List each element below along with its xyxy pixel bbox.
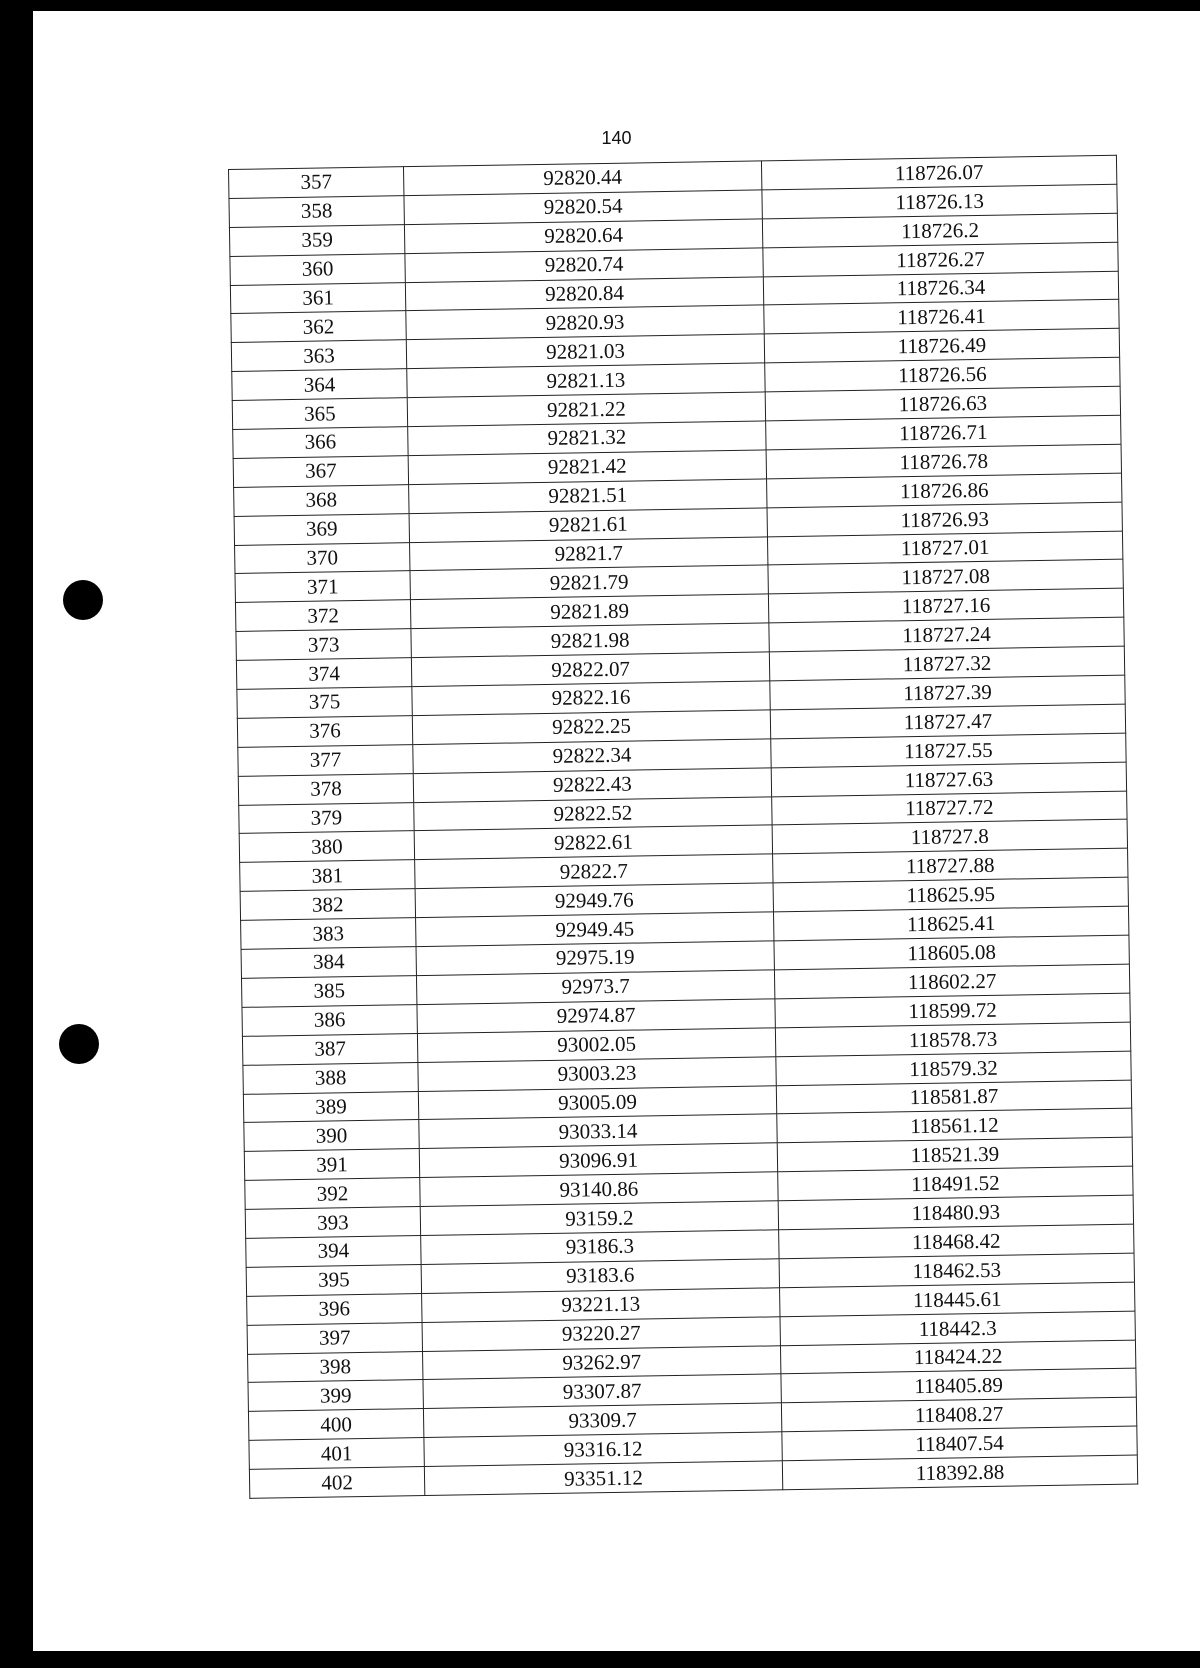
- y-coordinate-cell: 118726.86: [767, 473, 1122, 508]
- y-coordinate-cell: 118727.08: [768, 560, 1123, 595]
- point-number-cell: 365: [232, 398, 407, 430]
- x-coordinate-cell: 92822.25: [412, 710, 770, 745]
- y-coordinate-cell: 118605.08: [774, 935, 1129, 970]
- y-coordinate-cell: 118521.39: [777, 1137, 1132, 1172]
- x-coordinate-cell: 92949.76: [415, 883, 773, 918]
- point-number-cell: 379: [239, 802, 414, 834]
- document-page: [33, 11, 1200, 1651]
- point-number-cell: 357: [229, 167, 404, 199]
- point-number-cell: 366: [233, 427, 408, 459]
- point-number-cell: 382: [240, 889, 415, 921]
- x-coordinate-cell: 93140.86: [420, 1172, 778, 1207]
- point-number-cell: 393: [245, 1207, 420, 1239]
- y-coordinate-cell: 118579.32: [776, 1051, 1131, 1086]
- point-number-cell: 401: [249, 1438, 424, 1470]
- y-coordinate-cell: 118727.72: [772, 791, 1127, 826]
- y-coordinate-cell: 118726.93: [767, 502, 1122, 537]
- y-coordinate-cell: 118462.53: [779, 1253, 1134, 1288]
- point-number-cell: 369: [234, 513, 409, 545]
- y-coordinate-cell: 118726.56: [765, 357, 1120, 392]
- y-coordinate-cell: 118480.93: [778, 1195, 1133, 1230]
- x-coordinate-cell: 92820.44: [403, 161, 761, 196]
- point-number-cell: 398: [248, 1351, 423, 1383]
- x-coordinate-cell: 93033.14: [419, 1114, 777, 1149]
- punch-hole-mark: [59, 1024, 99, 1064]
- point-number-cell: 395: [246, 1264, 421, 1296]
- x-coordinate-cell: 93002.05: [417, 1028, 775, 1063]
- x-coordinate-cell: 93186.3: [421, 1230, 779, 1265]
- y-coordinate-cell: 118727.39: [770, 675, 1125, 710]
- x-coordinate-cell: 93307.87: [423, 1374, 781, 1409]
- y-coordinate-cell: 118407.54: [782, 1426, 1137, 1461]
- y-coordinate-cell: 118726.49: [764, 329, 1119, 364]
- point-number-cell: 389: [243, 1091, 418, 1123]
- point-number-cell: 383: [241, 918, 416, 950]
- y-coordinate-cell: 118578.73: [775, 1022, 1130, 1057]
- x-coordinate-cell: 92820.93: [406, 305, 764, 340]
- point-number-cell: 373: [236, 629, 411, 661]
- coordinates-table-body: [229, 155, 1138, 1498]
- x-coordinate-cell: 92821.42: [408, 450, 766, 485]
- y-coordinate-cell: 118392.88: [782, 1455, 1137, 1490]
- point-number-cell: 377: [238, 744, 413, 776]
- y-coordinate-cell: 118727.32: [769, 646, 1124, 681]
- y-coordinate-cell: 118442.3: [780, 1311, 1135, 1346]
- point-number-cell: 391: [244, 1149, 419, 1181]
- point-number-cell: 368: [234, 484, 409, 516]
- y-coordinate-cell: 118727.24: [769, 617, 1124, 652]
- y-coordinate-cell: 118727.47: [770, 704, 1125, 739]
- y-coordinate-cell: 118408.27: [781, 1397, 1136, 1432]
- point-number-cell: 399: [248, 1380, 423, 1412]
- x-coordinate-cell: 92821.7: [410, 536, 768, 571]
- point-number-cell: 358: [229, 196, 404, 228]
- y-coordinate-cell: 118726.2: [762, 213, 1117, 248]
- y-coordinate-cell: 118424.22: [780, 1340, 1135, 1375]
- y-coordinate-cell: 118726.13: [762, 184, 1117, 219]
- point-number-cell: 378: [238, 773, 413, 805]
- y-coordinate-cell: 118726.34: [763, 271, 1118, 306]
- y-coordinate-cell: 118726.27: [763, 242, 1118, 277]
- x-coordinate-cell: 92821.89: [410, 594, 768, 629]
- point-number-cell: 386: [242, 1004, 417, 1036]
- y-coordinate-cell: 118727.55: [771, 733, 1126, 768]
- point-number-cell: 370: [235, 542, 410, 574]
- coordinates-table-container: [228, 155, 1134, 1499]
- x-coordinate-cell: 92821.13: [407, 363, 765, 398]
- point-number-cell: 381: [240, 860, 415, 892]
- y-coordinate-cell: 118491.52: [778, 1166, 1133, 1201]
- x-coordinate-cell: 93159.2: [420, 1201, 778, 1236]
- point-number-cell: 364: [232, 369, 407, 401]
- x-coordinate-cell: 92821.79: [410, 565, 768, 600]
- y-coordinate-cell: 118599.72: [775, 993, 1130, 1028]
- page-number: 140: [601, 128, 632, 148]
- point-number-cell: 385: [241, 976, 416, 1008]
- point-number-cell: 390: [244, 1120, 419, 1152]
- point-number-cell: 397: [247, 1322, 422, 1354]
- x-coordinate-cell: 92820.84: [405, 276, 763, 311]
- point-number-cell: 380: [239, 831, 414, 863]
- x-coordinate-cell: 92949.45: [416, 912, 774, 947]
- coordinates-table: [228, 155, 1138, 1499]
- x-coordinate-cell: 92822.07: [411, 652, 769, 687]
- punch-hole-mark: [63, 580, 103, 620]
- x-coordinate-cell: 92821.51: [409, 479, 767, 514]
- x-coordinate-cell: 92822.43: [413, 768, 771, 803]
- x-coordinate-cell: 92820.54: [404, 190, 762, 225]
- y-coordinate-cell: 118405.89: [781, 1368, 1136, 1403]
- x-coordinate-cell: 92821.32: [408, 421, 766, 456]
- x-coordinate-cell: 92821.98: [411, 623, 769, 658]
- point-number-cell: 396: [247, 1293, 422, 1325]
- x-coordinate-cell: 93309.7: [423, 1403, 781, 1438]
- point-number-cell: 376: [237, 716, 412, 748]
- point-number-cell: 360: [230, 253, 405, 285]
- point-number-cell: 374: [236, 658, 411, 690]
- y-coordinate-cell: 118727.63: [771, 762, 1126, 797]
- y-coordinate-cell: 118468.42: [779, 1224, 1134, 1259]
- point-number-cell: 384: [241, 947, 416, 979]
- point-number-cell: 363: [231, 340, 406, 372]
- point-number-cell: 359: [229, 224, 404, 256]
- x-coordinate-cell: 93003.23: [418, 1056, 776, 1091]
- point-number-cell: 400: [248, 1409, 423, 1441]
- x-coordinate-cell: 93005.09: [418, 1085, 776, 1120]
- x-coordinate-cell: 93262.97: [423, 1345, 781, 1380]
- x-coordinate-cell: 92820.64: [404, 219, 762, 254]
- x-coordinate-cell: 92974.87: [417, 999, 775, 1034]
- point-number-cell: 392: [245, 1178, 420, 1210]
- x-coordinate-cell: 92820.74: [405, 248, 763, 283]
- point-number-cell: 388: [243, 1062, 418, 1094]
- y-coordinate-cell: 118726.71: [766, 415, 1121, 450]
- y-coordinate-cell: 118445.61: [780, 1282, 1135, 1317]
- x-coordinate-cell: 92822.16: [412, 681, 770, 716]
- x-coordinate-cell: 93220.27: [422, 1316, 780, 1351]
- point-number-cell: 367: [233, 456, 408, 488]
- y-coordinate-cell: 118625.95: [773, 877, 1128, 912]
- point-number-cell: 402: [249, 1467, 424, 1499]
- x-coordinate-cell: 92822.7: [415, 854, 773, 889]
- y-coordinate-cell: 118602.27: [774, 964, 1129, 999]
- point-number-cell: 394: [246, 1235, 421, 1267]
- y-coordinate-cell: 118726.41: [764, 300, 1119, 335]
- point-number-cell: 371: [235, 571, 410, 603]
- x-coordinate-cell: 93351.12: [424, 1461, 782, 1496]
- x-coordinate-cell: 93183.6: [421, 1259, 779, 1294]
- point-number-cell: 362: [231, 311, 406, 343]
- y-coordinate-cell: 118625.41: [774, 906, 1129, 941]
- x-coordinate-cell: 93316.12: [424, 1432, 782, 1467]
- y-coordinate-cell: 118727.88: [773, 849, 1128, 884]
- x-coordinate-cell: 92973.7: [416, 970, 774, 1005]
- point-number-cell: 361: [230, 282, 405, 314]
- x-coordinate-cell: 92975.19: [416, 941, 774, 976]
- point-number-cell: 387: [242, 1033, 417, 1065]
- y-coordinate-cell: 118561.12: [777, 1109, 1132, 1144]
- y-coordinate-cell: 118727.16: [768, 589, 1123, 624]
- x-coordinate-cell: 93096.91: [419, 1143, 777, 1178]
- y-coordinate-cell: 118726.07: [761, 155, 1116, 190]
- y-coordinate-cell: 118581.87: [776, 1080, 1131, 1115]
- x-coordinate-cell: 92821.03: [406, 334, 764, 369]
- x-coordinate-cell: 93221.13: [422, 1288, 780, 1323]
- point-number-cell: 375: [237, 687, 412, 719]
- point-number-cell: 372: [235, 600, 410, 632]
- x-coordinate-cell: 92822.34: [413, 739, 771, 774]
- y-coordinate-cell: 118727.8: [772, 820, 1127, 855]
- x-coordinate-cell: 92822.61: [414, 825, 772, 860]
- y-coordinate-cell: 118726.78: [766, 444, 1121, 479]
- x-coordinate-cell: 92821.61: [409, 508, 767, 543]
- y-coordinate-cell: 118726.63: [765, 386, 1120, 421]
- x-coordinate-cell: 92822.52: [414, 796, 772, 831]
- x-coordinate-cell: 92821.22: [407, 392, 765, 427]
- y-coordinate-cell: 118727.01: [767, 531, 1122, 566]
